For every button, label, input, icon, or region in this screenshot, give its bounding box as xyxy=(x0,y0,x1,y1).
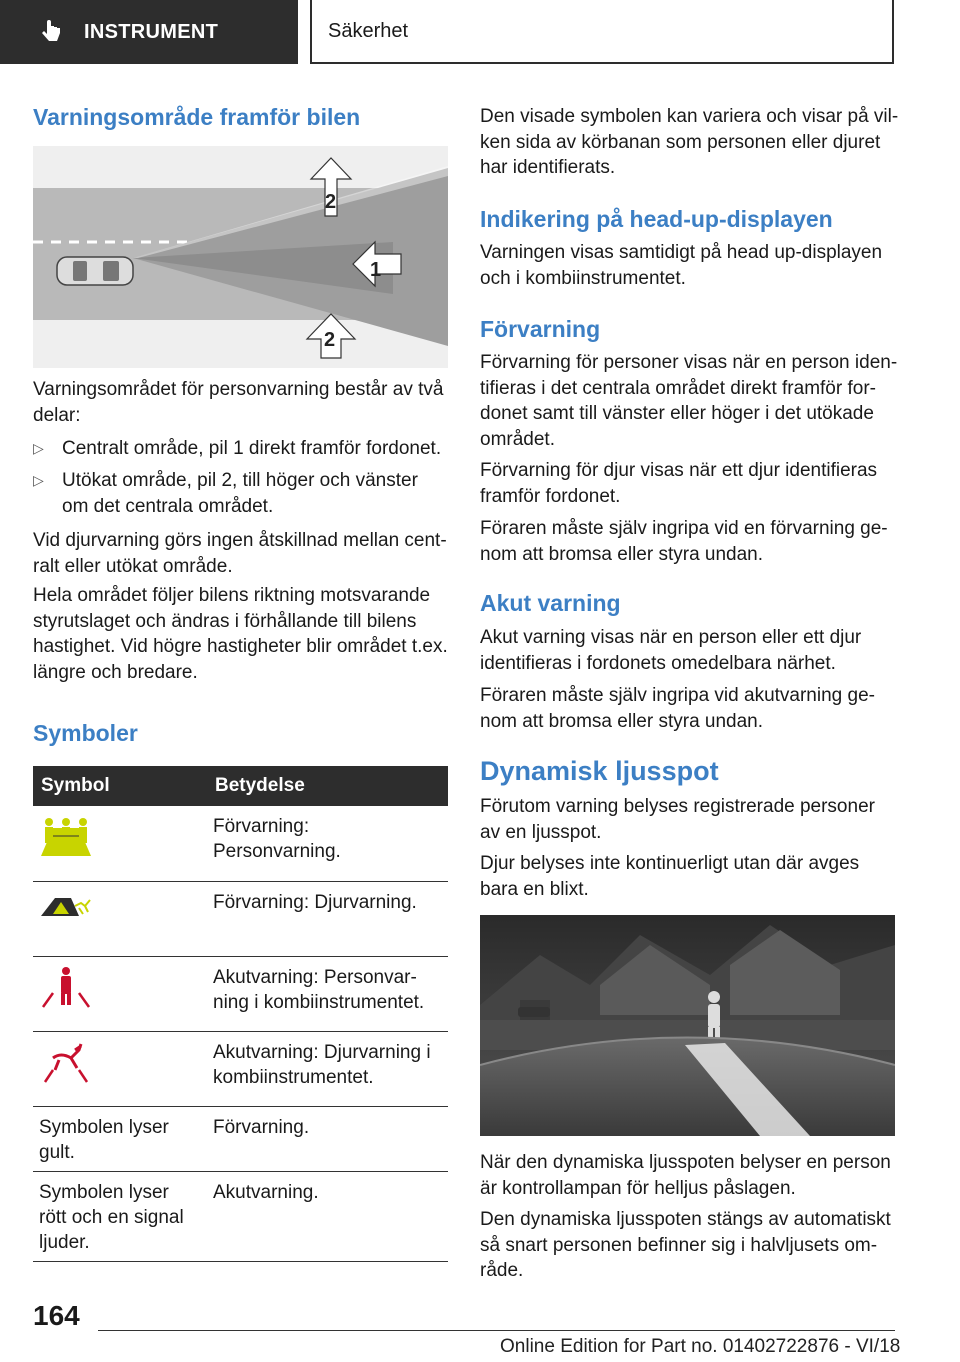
meaning-cell: Akutvarning: Personvar‐ ning i kombiinstrumentet. xyxy=(207,956,448,1031)
prewarning-persons: Förvarning för personer visas när en person iden‐ tifieras i det centrala området direkt framför for‐ donet samt till vänster eller höger i det utökade området. xyxy=(480,352,898,450)
meaning-cell: Akutvarning. xyxy=(207,1171,448,1261)
person-acute-icon xyxy=(39,993,93,1014)
heading-dynamic-spot: Dynamisk ljusspot xyxy=(480,756,719,786)
night-spotlight-photo xyxy=(480,915,895,1136)
fig-label-2-bottom: 2 xyxy=(324,329,336,351)
symbol-cell: Symbolen lyser rött och en signal ljuder. xyxy=(33,1171,207,1261)
section-tab xyxy=(0,0,298,64)
area-follows-text: Hela området följer bilens riktning motsvarande styrutslaget och ändras i förhållande till bilens hastighet. Vid högre hastigheter blir området t.ex. längre och bredare. xyxy=(33,585,448,683)
heading-symbols: Symboler xyxy=(33,720,138,746)
symbol-side-text: Den visade symbolen kan variera och visar på vil‐ ken sida av körbanan som personen eller djuret har identifierats. xyxy=(480,106,899,178)
hud-text: Varningen visas samtidigt på head up-displayen och i kombiinstrumentet. xyxy=(480,242,883,289)
table-row xyxy=(33,1031,448,1106)
meaning-cell: Förvarning: Personvarning. xyxy=(207,806,448,881)
triangle-bullet-icon: ▷ xyxy=(33,472,44,488)
fig-label-1: 1 xyxy=(370,259,382,281)
heading-prewarning: Förvarning xyxy=(480,316,601,342)
symbols-table xyxy=(33,766,448,1262)
edition-text: Online Edition for Part no. 01402722876 - VI/18 xyxy=(500,1336,901,1357)
heading-warning-area: Varningsområde framför bilen xyxy=(33,104,361,130)
hand-pointer-icon xyxy=(38,19,78,45)
prewarning-animals: Förvarning för djur visas när ett djur identifieras framför fordonet. xyxy=(480,460,878,507)
animal-acute-icon xyxy=(39,1068,93,1089)
persons-warning-icon xyxy=(39,842,93,863)
dynamic-spot-animals: Djur belyses inte kontinuerligt utan där avges bara en blixt. xyxy=(480,853,860,900)
table-row xyxy=(33,806,448,881)
bullet-extended: ▷ Utökat område, pil 2, till höger och vänster om det centrala området. xyxy=(33,470,418,517)
table-row xyxy=(33,1106,448,1171)
symbol-cell: Symbolen lyser gult. xyxy=(33,1106,207,1171)
page-number: 164 xyxy=(33,1300,80,1331)
dynamic-spot-text: Förutom varning belyses registrerade personer av en ljusspot. xyxy=(480,796,875,843)
table-row xyxy=(33,881,448,956)
table-row xyxy=(33,956,448,1031)
prewarning-driver: Föraren måste själv ingripa vid en förvarning ge‐ nom att bromsa eller styra undan. xyxy=(480,518,888,565)
meaning-cell: Akutvarning: Djurvarning i kombiinstrumentet. xyxy=(207,1031,448,1106)
acute-text: Akut varning visas när en person eller ett djur identifieras i fordonets omedelbara närhet. xyxy=(480,627,862,674)
acute-driver: Föraren måste själv ingripa vid akutvarning ge‐ nom att bromsa eller styra undan. xyxy=(480,685,875,732)
animal-note: Vid djurvarning görs ingen åtskillnad mellan cent‐ ralt eller utökat område. xyxy=(33,530,447,577)
section-title: INSTRUMENT xyxy=(84,20,219,43)
col-symbol: Symbol xyxy=(33,766,207,806)
meaning-cell: Förvarning. xyxy=(207,1106,448,1171)
triangle-bullet-icon: ▷ xyxy=(33,440,44,456)
fig-label-2-top: 2 xyxy=(325,191,337,213)
table-row xyxy=(33,1171,448,1261)
footer-divider xyxy=(98,1330,895,1331)
meaning-cell: Förvarning: Djurvarning. xyxy=(207,881,448,956)
table-header-row xyxy=(33,766,448,806)
intro-text: Varningsområdet för personvarning består av två delar: xyxy=(33,379,444,426)
col-meaning: Betydelse xyxy=(207,766,448,806)
high-beam-text: När den dynamiska ljusspoten belyser en person är kontrollampan för helljus påslagen. xyxy=(480,1152,891,1199)
bullet-central: ▷ Centralt område, pil 1 direkt framför fordonet. xyxy=(33,436,453,462)
animal-warning-icon xyxy=(39,904,93,925)
heading-hud: Indikering på head-up-displayen xyxy=(480,206,833,232)
warning-area-figure xyxy=(33,146,448,368)
auto-off-text: Den dynamiska ljusspoten stängs av automatiskt så snart personen befinner sig i halvljusets om‐ råde. xyxy=(480,1209,891,1281)
heading-acute: Akut varning xyxy=(480,590,621,616)
chapter-title: Säkerhet xyxy=(328,19,409,42)
chapter-tab xyxy=(310,0,894,64)
